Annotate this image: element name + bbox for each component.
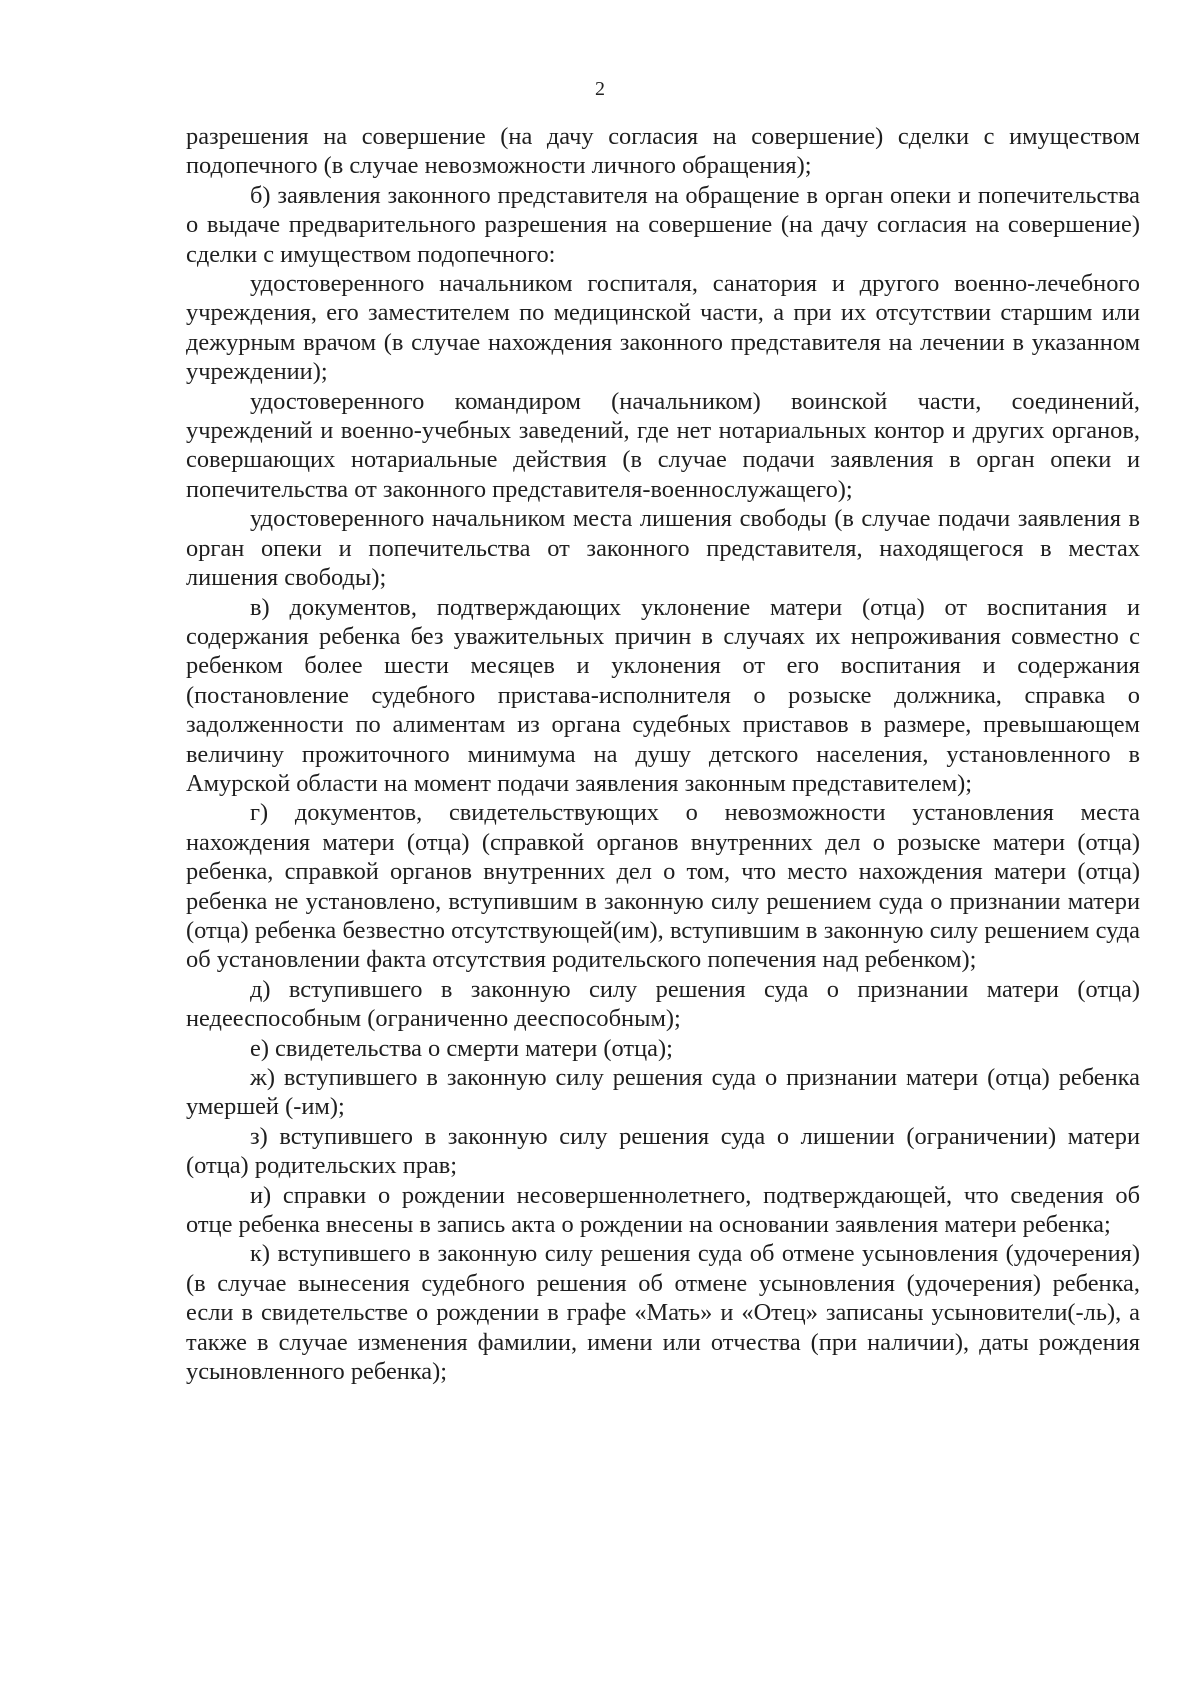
paragraph-g: г) документов, свидетельствующих о невозможности установления места нахождения матери (отца) (справкой органов внутренних дел о розыске матери (отца) ребенка, справкой органов внутренних дел о том, что место нахождения матери (отца) ребенка не установлено, вступившим в законную силу решением суда о признании матери (отца) ребенка безвестно отсутствующей(им), вступившим в законную силу решением суда об установлении факта отсутствия родительского попечения над ребенком); — [186, 799, 1140, 974]
paragraph-zh: ж) вступившего в законную силу решения суда о признании матери (отца) ребенка умершей (-им); — [186, 1064, 1140, 1121]
paragraph-hospital: удостоверенного начальником госпиталя, санатория и другого военно-лечебного учреждения, его заместителем по медицинской части, а при их отсутствии старшим или дежурным врачом (в случае нахождения законного представителя на лечении в указанном учреждении); — [186, 270, 1140, 386]
paragraph-b: б) заявления законного представителя на обращение в орган опеки и попечительства о выдаче предварительного разрешения на совершение (на дачу согласия на совершение) сделки с имуществом подопечного: — [186, 181, 1140, 268]
paragraph-prison: удостоверенного начальником места лишения свободы (в случае подачи заявления в орган опеки и попечительства от законного представителя, находящегося в местах лишения свободы); — [186, 505, 1140, 592]
paragraph-continuation: разрешения на совершение (на дачу согласия на совершение) сделки с имуществом подопечного (в случае невозможности личного обращения); — [186, 123, 1140, 180]
paragraph-e: е) свидетельства о смерти матери (отца); — [250, 1034, 673, 1062]
document-body — [186, 122, 1140, 1386]
paragraph-military-unit: удостоверенного командиром (начальником) воинской части, соединений, учреждений и военно-учебных заведений, где нет нотариальных контор и других органов, совершающих нотариальные действия (в случае подачи заявления в орган опеки и попечительства от законного представителя-военнослужащего); — [186, 387, 1140, 503]
paragraph-d: д) вступившего в законную силу решения суда о признании матери (отца) недееспособным (ограниченно дееспособным); — [186, 975, 1140, 1033]
paragraph-z: з) вступившего в законную силу решения суда о лишении (ограничении) матери (отца) родительских прав; — [186, 1122, 1140, 1180]
paragraph-v: в) документов, подтверждающих уклонение матери (отца) от воспитания и содержания ребенка без уважительных причин в случаях их непроживания совместно с ребенком более шести месяцев и уклонения от его воспитания и содержания (постановление судебного пристава-исполнителя о розыске должника, справка о задолженности по алиментам из органа судебных приставов в размере, превышающем величину прожиточного минимума на душу детского населения, установленного в Амурской области на момент подачи заявления законным представителем); — [186, 593, 1140, 797]
paragraph-k: к) вступившего в законную силу решения суда об отмене усыновления (удочерения) (в случае вынесения судебного решения об отмене усыновления (удочерения) ребенка, если в свидетельстве о рождении в графе «Мать» и «Отец» записаны усыновители(-ль), а также в случае изменения фамилии, имени или отчества (при наличии), даты рождения усыновленного ребенка); — [186, 1240, 1140, 1386]
paragraph-i: и) справки о рождении несовершеннолетнего, подтверждающей, что сведения об отце ребенка внесены в запись акта о рождении на основании заявления матери ребенка; — [186, 1181, 1140, 1239]
page-number: 2 — [595, 78, 605, 100]
